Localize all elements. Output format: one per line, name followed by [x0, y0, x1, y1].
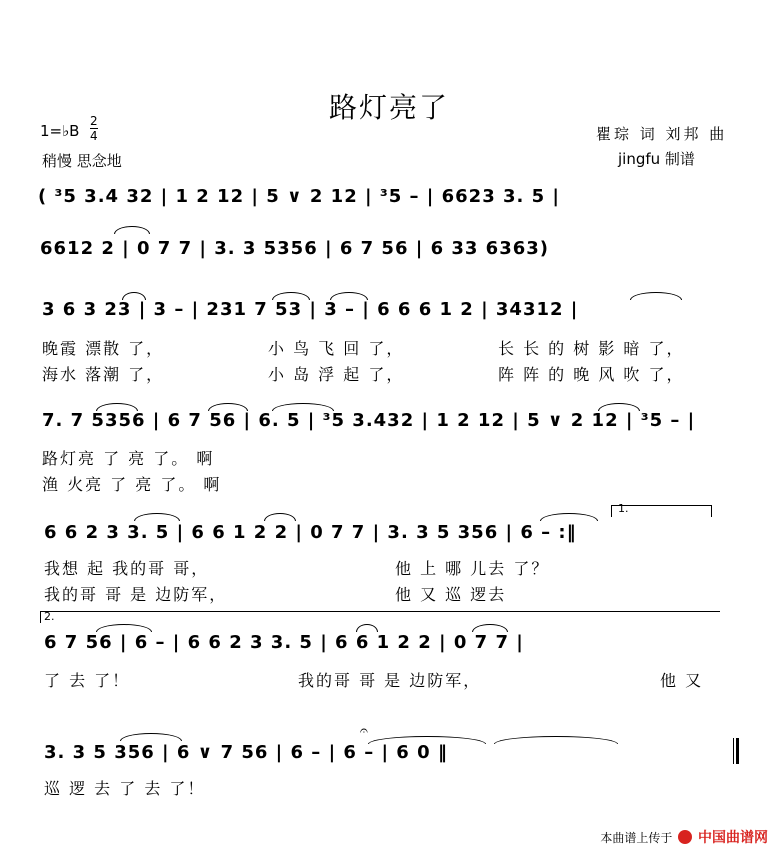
time-sig-bottom: 4 — [90, 129, 98, 143]
slur-mark — [114, 226, 150, 234]
footer-text: 本曲谱上传于 — [600, 831, 673, 845]
slur-mark — [540, 513, 598, 521]
lyrics-row-4-line-2: 渔 火亮 了 亮 了。 啊 — [42, 475, 222, 494]
notation-row-5: 6 6 2 3 3. 5 | 6 6 1 2 2 | 0 7 7 | 3. 3 5 356 | 6 – :‖ — [44, 522, 577, 543]
volta-2-bracket-left — [40, 611, 41, 623]
notation-row-4: 7. 7 5356 | 6 7 56 | 6. 5 | ³5 3.432 | 1 2 12 | 5 ∨ 2 12 | ³5 – | — [42, 410, 696, 431]
lyrics-row-3-line-1b: 小 鸟 飞 回 了， — [268, 339, 405, 358]
final-barline-thick — [736, 738, 739, 764]
fermata-icon: 𝄐 — [360, 723, 368, 739]
credits-arranger: jingfu 制谱 — [618, 150, 695, 168]
lyrics-row-6-c: 他 又 — [660, 671, 704, 690]
tie-mark — [368, 736, 486, 744]
volta-1-bracket-left — [611, 505, 612, 517]
song-title: 路灯亮了 — [328, 91, 449, 124]
volta-1-label: 1. — [618, 502, 629, 515]
lyrics-row-5-line-1b: 他 上 哪 儿去 了？ — [395, 559, 550, 578]
lyrics-row-3-line-1c: 长 长 的 树 影 暗 了， — [498, 339, 685, 358]
slur-mark — [330, 292, 368, 300]
credits-composer: 瞿琮 词 刘邦 曲 — [596, 125, 728, 143]
notation-row-6: 6 7 56 | 6 – | 6 6 2 3 3. 5 | 6 6 1 2 2 | 0 7 7 | — [44, 632, 524, 653]
volta-1-bracket-right — [711, 505, 712, 517]
tempo-marking: 稍慢 思念地 — [42, 152, 122, 170]
slur-mark — [264, 513, 296, 521]
slur-mark — [630, 292, 682, 300]
notation-row-7: 3. 3 5 356 | 6 ∨ 7 56 | 6 – | 6 – | 6 0 ‖ — [44, 742, 448, 763]
slur-mark — [356, 624, 378, 632]
final-barline-thin — [733, 738, 734, 764]
lyrics-row-3-line-1a: 晚霞 漂散 了， — [42, 339, 165, 358]
slur-mark — [134, 513, 180, 521]
notation-row-1: ( ³5 3.4 32 | 1 2 12 | 5 ∨ 2 12 | ³5 – | 6623 3. 5 | — [38, 186, 560, 207]
lyrics-row-5-line-2b: 他 又 巡 逻去 — [395, 585, 507, 604]
volta-2-label: 2. — [44, 610, 55, 623]
tie-mark — [494, 736, 618, 744]
slur-mark — [96, 403, 138, 411]
lyrics-row-5-line-1a: 我想 起 我的哥 哥， — [44, 559, 210, 578]
lyrics-row-7: 巡 逻 去 了 去 了！ — [44, 779, 206, 798]
lyrics-row-5-line-2a: 我的哥 哥 是 边防军， — [44, 585, 228, 604]
site-logo-icon — [678, 830, 692, 844]
slur-mark — [120, 733, 182, 741]
lyrics-row-6-b: 我的哥 哥 是 边防军， — [298, 671, 482, 690]
slur-mark — [272, 403, 334, 411]
footer — [600, 827, 768, 847]
key-signature: 1=♭B — [40, 122, 80, 140]
notation-row-3: 3 6 3 23 | 3 – | 231 7 53 | 3 – | 6 6 6 1 2 | 34312 | — [42, 299, 579, 320]
slur-mark — [598, 403, 640, 411]
slur-mark — [122, 292, 146, 300]
time-signature — [90, 114, 98, 143]
footer-brand[interactable]: 中国曲谱网 — [698, 830, 768, 846]
slur-mark — [472, 624, 508, 632]
lyrics-row-3-line-2c: 阵 阵 的 晚 风 吹 了， — [498, 365, 685, 384]
lyrics-row-3-line-2b: 小 岛 浮 起 了， — [268, 365, 405, 384]
slur-mark — [272, 292, 310, 300]
notation-row-2: 6612 2 | 0 7 7 | 3. 3 5356 | 6 7 56 | 6 33 6363) — [40, 238, 550, 259]
lyrics-row-3-line-2a: 海水 落潮 了， — [42, 365, 165, 384]
lyrics-row-4-line-1: 路灯亮 了 亮 了。 啊 — [42, 449, 215, 468]
volta-2-bracket — [40, 611, 720, 612]
slur-mark — [96, 624, 152, 632]
lyrics-row-6-a: 了 去 了！ — [44, 671, 131, 690]
slur-mark — [208, 403, 248, 411]
time-sig-top: 2 — [90, 114, 98, 128]
